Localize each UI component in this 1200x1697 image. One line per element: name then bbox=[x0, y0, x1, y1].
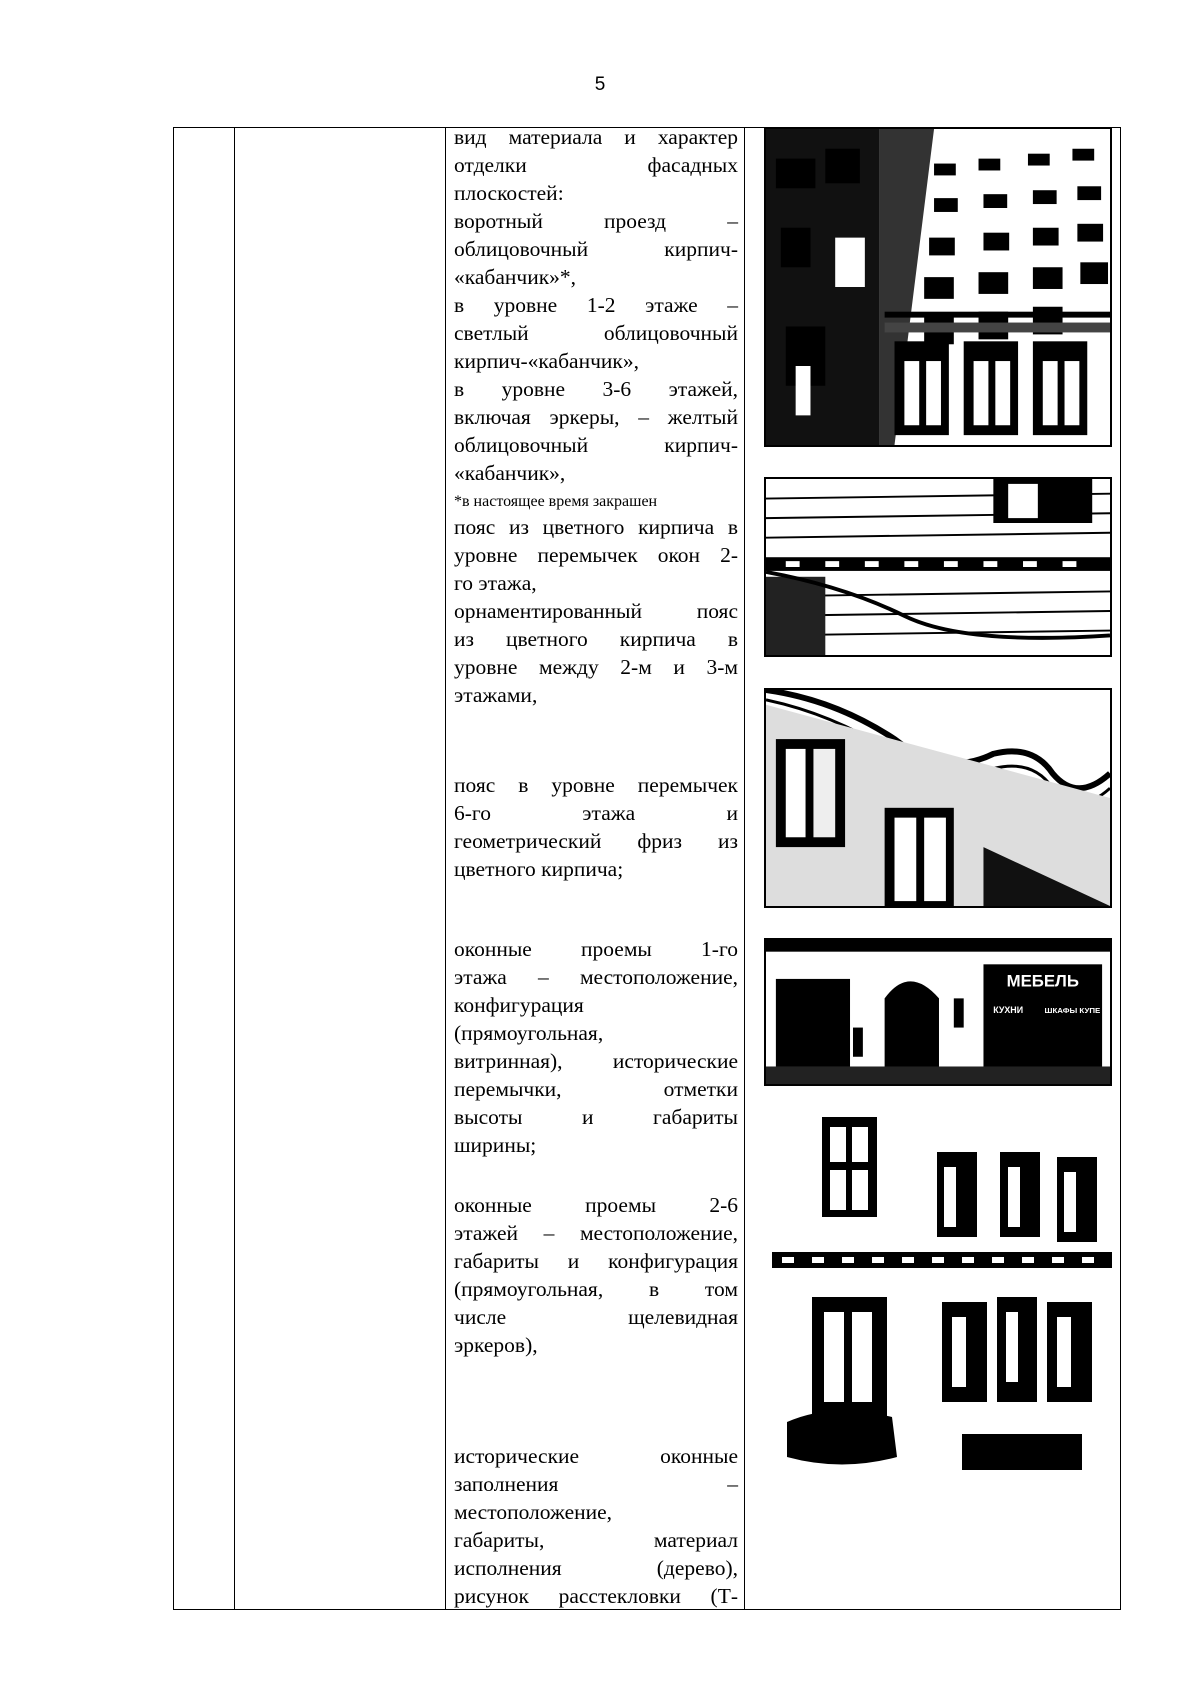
text-line: эркеров), bbox=[454, 1333, 538, 1357]
text-line: витринная), исторические bbox=[454, 1049, 738, 1073]
shop-sign-left-text: КУХНИ bbox=[993, 1005, 1024, 1015]
text-line: рисунок расстекловки (Т- bbox=[454, 1584, 738, 1608]
text-line: числе щелевидная bbox=[454, 1305, 738, 1329]
text-line: оконные проемы 2-6 bbox=[454, 1193, 738, 1217]
table-column-divider bbox=[445, 128, 446, 1609]
gate-passage-text bbox=[454, 207, 738, 291]
text-line: кирпич-«кабанчик», bbox=[454, 349, 639, 373]
windows-floor-1-text bbox=[454, 935, 738, 1159]
text-line: этажами, bbox=[454, 683, 538, 707]
text-line: уровне перемычек окон 2- bbox=[454, 543, 738, 567]
floors-3-6-text bbox=[454, 375, 738, 487]
text-line: этажа – местоположение, bbox=[454, 965, 738, 989]
shop-sign-right-text: ШКАФЫ КУПЕ bbox=[1044, 1006, 1101, 1015]
text-line: перемычки, отметки bbox=[454, 1077, 738, 1101]
text-line: облицовочный кирпич- bbox=[454, 433, 738, 457]
table-column-divider bbox=[234, 128, 235, 1609]
text-line: в уровне 3-6 этажей, bbox=[454, 377, 738, 401]
text-line: облицовочный кирпич- bbox=[454, 237, 738, 261]
text-line: местоположение, bbox=[454, 1500, 613, 1524]
brick-belt-photo bbox=[764, 477, 1112, 657]
text-line: заполнения – bbox=[454, 1472, 738, 1496]
text-line: геометрический фриз из bbox=[454, 829, 738, 853]
text-line: светлый облицовочный bbox=[454, 321, 738, 345]
text-line: включая эркеры, – желтый bbox=[454, 405, 738, 429]
finish-material-text bbox=[454, 123, 738, 207]
text-line: ширины; bbox=[454, 1133, 537, 1157]
text-line: из цветного кирпича в bbox=[454, 627, 738, 651]
text-line: го этажа, bbox=[454, 571, 537, 595]
windows-photo bbox=[772, 1112, 1112, 1500]
belt-floor-2-text bbox=[454, 513, 738, 597]
text-line: высоты и габариты bbox=[454, 1105, 738, 1129]
text-line: пояс из цветного кирпича в bbox=[454, 515, 738, 539]
text-line: отделки фасадных bbox=[454, 153, 738, 177]
footnote-text bbox=[454, 490, 738, 514]
shop-front-photo bbox=[764, 938, 1112, 1086]
text-line: орнаментированный пояс bbox=[454, 599, 738, 623]
text-line: габариты, материал bbox=[454, 1528, 738, 1552]
text-line: (прямоугольная, в том bbox=[454, 1277, 738, 1301]
table-column-divider bbox=[744, 128, 745, 1609]
text-line: габариты и конфигурация bbox=[454, 1249, 738, 1273]
text-line: воротный проезд – bbox=[454, 209, 738, 233]
text-line: этажей – местоположение, bbox=[454, 1221, 738, 1245]
floors-1-2-text bbox=[454, 291, 738, 375]
facade-photo bbox=[764, 127, 1112, 447]
text-line: (прямоугольная, bbox=[454, 1021, 604, 1045]
text-line: вид материала и характер bbox=[454, 125, 738, 149]
text-line: *в настоящее время закрашен bbox=[454, 493, 658, 510]
shop-sign-title: МЕБЕЛЬ bbox=[1006, 971, 1079, 991]
text-line: уровне между 2-м и 3-м bbox=[454, 655, 738, 679]
belt-floor-6-text bbox=[454, 771, 738, 883]
text-line: пояс в уровне перемычек bbox=[454, 773, 738, 797]
window-fillings-text bbox=[454, 1442, 738, 1610]
text-line: конфигурация bbox=[454, 993, 584, 1017]
text-line: оконные проемы 1-го bbox=[454, 937, 738, 961]
windows-floors-2-6-text bbox=[454, 1191, 738, 1359]
text-line: «кабанчик»*, bbox=[454, 265, 577, 289]
text-line: плоскостей: bbox=[454, 181, 564, 205]
text-line: в уровне 1-2 этаже – bbox=[454, 293, 738, 317]
text-line: «кабанчик», bbox=[454, 461, 566, 485]
page-number: 5 bbox=[594, 74, 606, 95]
text-line: 6-го этажа и bbox=[454, 801, 738, 825]
text-line: цветного кирпича; bbox=[454, 857, 624, 881]
ornamental-belt-text bbox=[454, 597, 738, 709]
text-line: исполнения (дерево), bbox=[454, 1556, 738, 1580]
text-line: исторические оконные bbox=[454, 1444, 738, 1468]
cornice-photo bbox=[764, 688, 1112, 908]
